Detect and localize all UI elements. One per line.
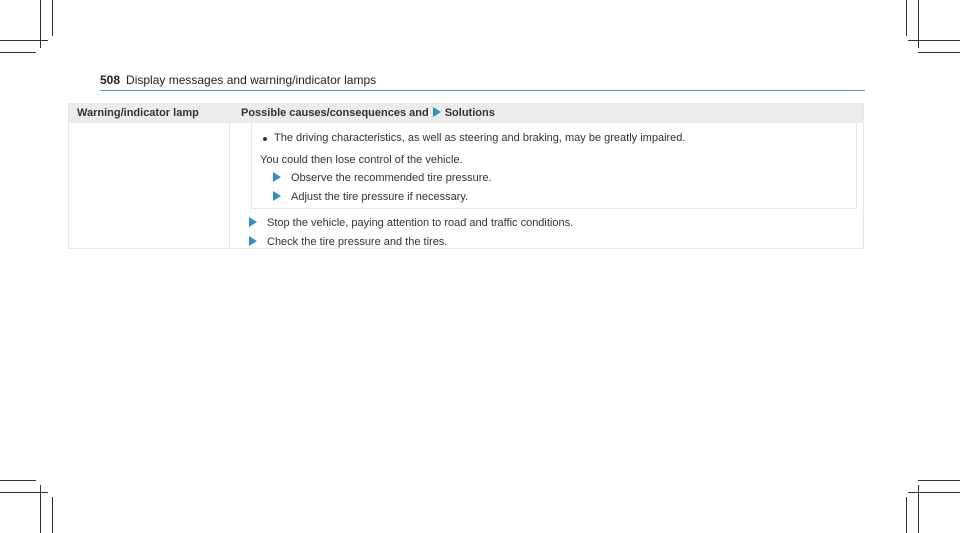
column-header-causes-label: Possible causes/consequences and	[241, 107, 429, 119]
crop-mark	[0, 40, 48, 41]
warning-box	[251, 123, 857, 209]
inner-step-text: Observe the recommended tire pressure.	[291, 172, 492, 184]
inner-step	[273, 190, 468, 204]
crop-mark	[908, 40, 960, 41]
column-header-solutions-label: Solutions	[444, 107, 495, 119]
crop-mark	[52, 0, 53, 36]
bullet-text: The driving characteristics, as well as steering and braking, may be greatly impaired.	[274, 132, 686, 144]
page-header	[100, 72, 865, 91]
column-divider	[229, 104, 230, 248]
crop-mark	[0, 492, 48, 493]
column-header-lamp: Warning/indicator lamp	[77, 107, 199, 119]
arrow-right-icon	[273, 191, 281, 201]
outer-step	[249, 235, 447, 249]
crop-mark	[0, 480, 36, 481]
table-header	[69, 104, 863, 123]
arrow-right-icon	[273, 172, 281, 182]
crop-mark	[0, 52, 36, 53]
arrow-right-icon	[433, 107, 441, 117]
crop-mark	[906, 497, 907, 533]
page-number: 508	[100, 73, 121, 87]
bullet-icon	[263, 137, 267, 141]
note-text: You could then lose control of the vehicle.	[260, 154, 463, 166]
crop-mark	[908, 492, 960, 493]
column-header-causes	[241, 107, 495, 119]
arrow-right-icon	[249, 236, 257, 246]
inner-step	[273, 171, 492, 185]
outer-step-text: Check the tire pressure and the tires.	[267, 236, 448, 248]
arrow-right-icon	[249, 217, 257, 227]
outer-step	[249, 216, 573, 230]
page-title: Display messages and warning/indicator lamps	[126, 73, 377, 87]
crop-mark	[52, 497, 53, 533]
crop-mark	[906, 0, 907, 36]
inner-step-text: Adjust the tire pressure if necessary.	[291, 191, 469, 203]
outer-step-text: Stop the vehicle, paying attention to road and traffic conditions.	[267, 217, 574, 229]
solutions-table	[68, 103, 864, 249]
crop-mark	[918, 480, 960, 481]
crop-mark	[918, 52, 960, 53]
